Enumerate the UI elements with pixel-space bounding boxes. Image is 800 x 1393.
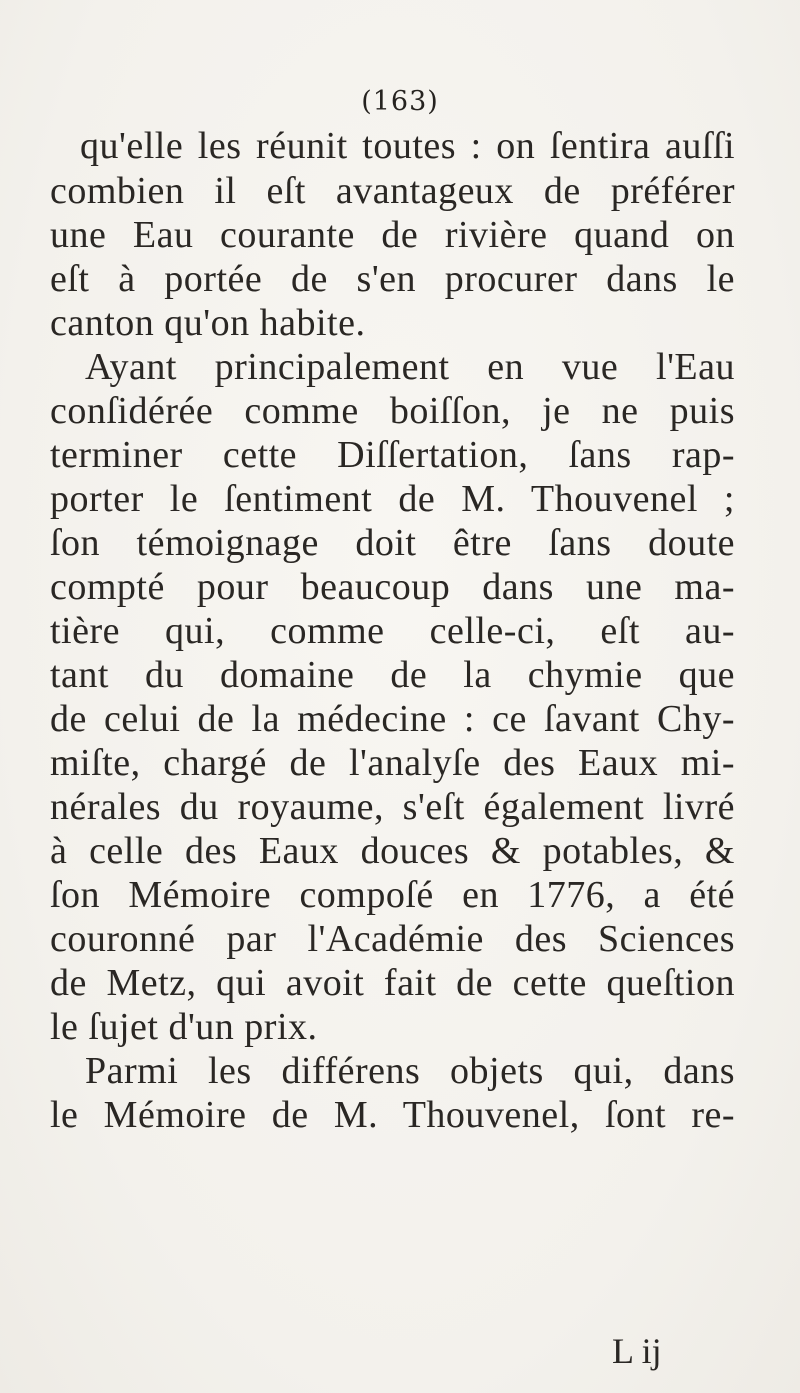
text-line: eſt à portée de s'en procurer dans le [50, 258, 735, 300]
text-line: le ſujet d'un prix. [50, 1006, 318, 1048]
text-line: Parmi les différens objets qui, dans [85, 1050, 735, 1092]
text-line: Ayant principalement en vue l'Eau [85, 346, 735, 388]
text-line: combien il eſt avantageux de préférer [50, 170, 735, 212]
text-line: conſidérée comme boiſſon, je ne puis [50, 390, 735, 432]
text-line: de celui de la médecine : ce ſavant Chy- [50, 698, 735, 740]
text-line: de Metz, qui avoit fait de cette queſtion [50, 962, 735, 1004]
text-line: terminer cette Diſſertation, ſans rap- [50, 434, 735, 476]
text-line: le Mémoire de M. Thouvenel, ſont re- [50, 1094, 735, 1136]
text-line: tière qui, comme celle-ci, eſt au- [50, 610, 735, 652]
text-line: miſte, chargé de l'analyſe des Eaux mi- [50, 742, 735, 784]
text-line: nérales du royaume, s'eſt également livré [50, 786, 735, 828]
text-line: ſon Mémoire compoſé en 1776, a été [50, 874, 735, 916]
text-line: ſon témoignage doit être ſans doute [50, 522, 735, 564]
text-line: une Eau courante de rivière quand on [50, 214, 735, 256]
text-line: qu'elle les réunit toutes : on ſentira auſſi [80, 125, 735, 167]
page-number: (163) [361, 86, 439, 117]
text-line: compté pour beaucoup dans une ma- [50, 566, 735, 608]
text-line: couronné par l'Académie des Sciences [50, 918, 735, 960]
text-line: tant du domaine de la chymie que [50, 654, 735, 696]
text-line: canton qu'on habite. [50, 302, 366, 344]
signature-mark: L ij [612, 1331, 662, 1371]
text-line: porter le ſentiment de M. Thouvenel ; [50, 478, 735, 520]
text-line: à celle des Eaux douces & potables, & [50, 830, 735, 872]
